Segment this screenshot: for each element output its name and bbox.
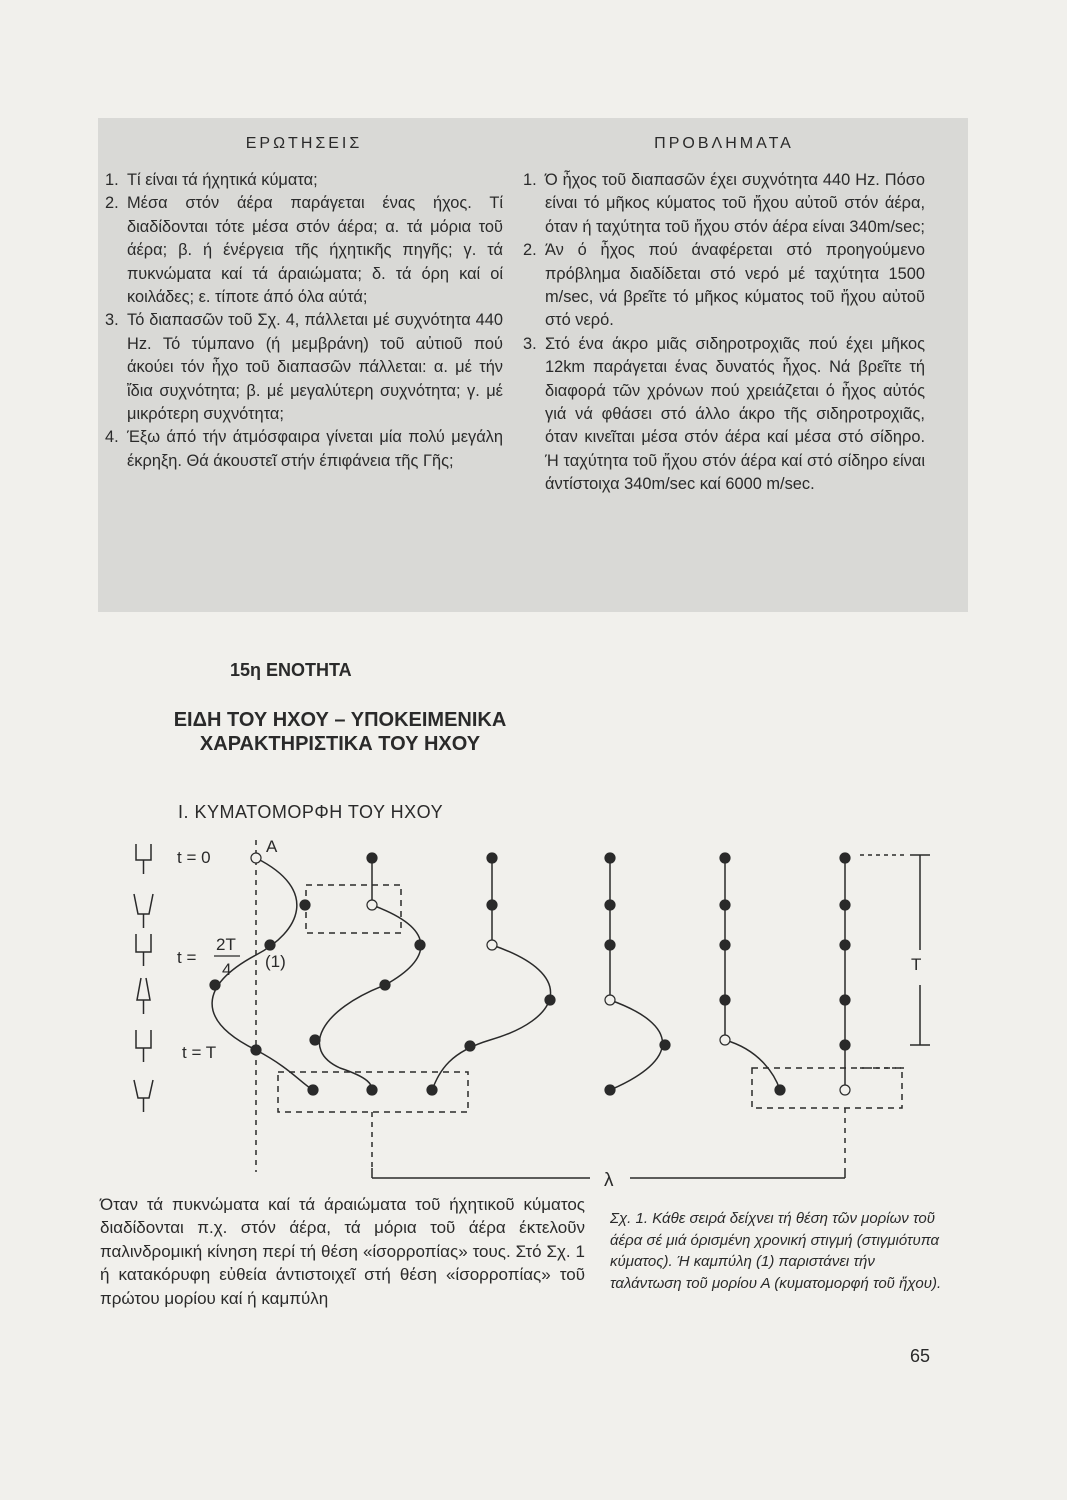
label-period: T (911, 955, 922, 974)
problems-heading: ΠΡΟΒΛΗΜΑΤΑ (654, 135, 794, 152)
label-curve-1: (1) (265, 952, 286, 971)
list-item: 2. Άν ό ἦχος πού άναφέρεται στό προηγούμενο πρόβλημα διαδίδεται στό νερό μέ ταχύτητα 1500 m/sec, νά βρεῖτε τό μῆκος κύματος τοῦ ἤχου αὐτοῦ στό νερό. (523, 241, 925, 330)
section-title (140, 708, 540, 756)
list-item: 1. Τί είναι τά ήχητικά κύματα; (105, 171, 318, 189)
label-2t: 2T (216, 935, 236, 954)
waveform-figure (0, 820, 1067, 1190)
tuning-fork-icon (136, 844, 151, 874)
list-item: 2. Μέσα στόν άέρα παράγεται ένας ήχος. Τί διαδίδονται τότε μέσα στόν άέρα; α. τά μόρια τοῦ άέρα; β. ή ένέργεια τῆς ήχητικῆς πηγῆς; γ. τά πυκνώματα καί τά άραιώματα; δ. τά όρη καί οί κοιλάδες; ε. τίποτε άπό όλα αύτά; (105, 194, 503, 307)
unit-title: 15η ΕΝΟΤΗΤΑ (230, 660, 352, 680)
label-wavelength: λ (604, 1170, 614, 1190)
questions-column (105, 133, 503, 473)
tuning-fork-icon (136, 934, 151, 966)
tuning-fork-icon (134, 1080, 153, 1112)
tuning-fork-icon (136, 1030, 151, 1062)
tuning-fork-icon (137, 978, 150, 1014)
list-item: 1. Ό ἦχος τοῦ διαπασῶν έχει συχνότητα 440 Hz. Πόσο είναι τό μῆκος κύματος τοῦ ἤχου αὐτοῦ στόν άέρα, όταν ή ταχύτητα τοῦ ἤχου στόν άέρα είναι 340m/sec; (523, 171, 925, 236)
page-number: 65 (910, 1346, 931, 1366)
tuning-fork-icon (134, 894, 153, 928)
air-particles (210, 853, 850, 1095)
label-particle-a: A (266, 837, 278, 856)
list-item: 4. Έξω άπό τήν άτμόσφαιρα γίνεται μία πολύ μεγάλη έκρηξη. Θά άκουστεῖ στήν έπιφάνεια τῆς Γῆς; (105, 428, 503, 470)
label-4: 4 (222, 960, 232, 979)
body-paragraph: Όταν τά πυκνώματα καί τά άραιώματα τοῦ ήχητικοῦ κύματος διαδίδονται π.χ. στόν άέρα, τά μόρια τοῦ άέρα έκτελοῦν παλινδρομική κίνηση περί τή θέση «ίσορροπίας» τους. Στό Σχ. 1 ή κατακόρυφη εὐθεία άντιστοιχεῖ στή θέση «ίσορροπίας» τοῦ πρώτου μορίου καί ή καμπύλη (100, 1195, 585, 1308)
label-t-period: t = T (182, 1043, 217, 1062)
questions-list (105, 169, 503, 473)
section-title-line2: ΧΑΡΑΚΤΗΡΙΣΤΙΚΑ ΤΟΥ ΗΧΟΥ (199, 733, 481, 755)
subsection-title: Ι. ΚΥΜΑΤΟΜΟΡΦΗ ΤΟΥ ΗΧΟΥ (178, 802, 444, 822)
section-title-line1: ΕΙΔΗ ΤΟΥ ΗΧΟΥ – ΥΠΟΚΕΙΜΕΝΙΚΑ (173, 709, 507, 731)
figure-caption: Σχ. 1. Κάθε σειρά δείχνει τή θέση τῶν μορίων τοῦ άέρα σέ μιά όρισμένη χρονική στιγμή (στιγμιότυπα κύματος). Ή καμπύλη (1) παριστάνει τήν ταλάντωση τοῦ μορίου Α (κυματομορφή τοῦ ἤχου). (610, 1210, 942, 1292)
list-item: 3. Στό ένα άκρο μιᾶς σιδηροτροχιᾶς πού έχει μῆκος 12km παράγεται ένας δυνατός ἦχος. Νά βρεῖτε τή διαφορά τῶν χρόνων πού χρειάζεται ό ἦχος αὐτός γιά νά φθάσει στό άλλο άκρο τῆς σιδηροτροχιᾶς, όταν κινεῖται μέσα στόν άέρα καί μέσα στό σίδηρο. Ή ταχύτητα τοῦ ἤχου στόν άέρα καί στό σίδηρο είναι άντίστοιχα 340m/sec καί 6000 m/sec. (523, 334, 925, 494)
label-t0: t = 0 (177, 848, 211, 867)
list-item: 3. Τό διαπασῶν τοῦ Σχ. 4, πάλλεται μέ συχνότητα 440 Hz. Τό τύμπανο (ή μεμβράνη) τοῦ αὐτιοῦ πού άκούει τόν ἦχο τοῦ διαπασῶν πάλλεται: α. μέ τήν ἴδια συχνότητα; β. μέ μεγαλύτερη συχνότητα; γ. μέ μικρότερη συχνότητα; (105, 311, 503, 424)
problems-column (523, 133, 925, 497)
label-t-prefix: t = (177, 948, 197, 967)
problems-list (523, 169, 925, 497)
period-bracket (910, 855, 930, 1045)
questions-heading: ΕΡΩΤΗΣΕΙΣ (245, 135, 363, 152)
